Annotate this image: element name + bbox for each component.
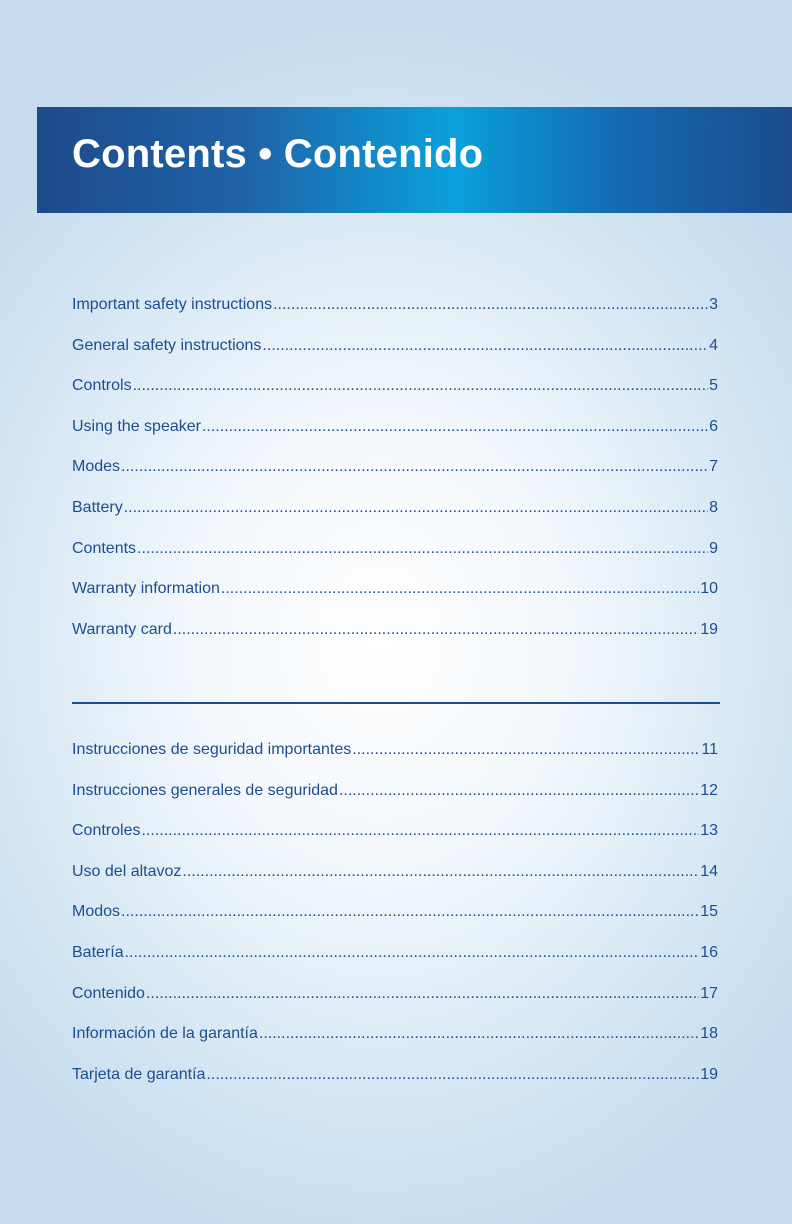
toc-entry-title: Modes: [72, 458, 121, 476]
toc-entry[interactable]: [72, 621, 718, 662]
toc-entry[interactable]: [72, 580, 718, 621]
toc-entry-page: 7: [709, 458, 718, 476]
toc-entry-title: Contenido: [72, 984, 145, 1002]
toc-entry-title: Using the speaker: [72, 417, 201, 435]
toc-entry-title: Información de la garantía: [72, 1025, 258, 1043]
toc-entry-page: 12: [700, 781, 718, 799]
toc-leader-dots: [221, 580, 699, 598]
toc-entry-page: 15: [700, 903, 718, 921]
toc-spanish: [72, 741, 718, 1106]
toc-leader-dots: [121, 458, 708, 476]
toc-entry[interactable]: [72, 782, 718, 823]
toc-entry[interactable]: [72, 822, 718, 863]
toc-entry-title: Tarjeta de garantía: [72, 1065, 206, 1083]
toc-entry[interactable]: [72, 863, 718, 904]
toc-entry[interactable]: [72, 418, 718, 459]
page-title: Contents • Contenido: [72, 132, 484, 176]
toc-entry-page: 8: [709, 498, 718, 516]
toc-leader-dots: [124, 499, 708, 517]
toc-entry-page: 13: [700, 822, 718, 840]
toc-leader-dots: [339, 782, 699, 800]
toc-leader-dots: [146, 985, 699, 1003]
toc-leader-dots: [206, 1066, 699, 1084]
toc-entry-page: 6: [709, 417, 718, 435]
toc-leader-dots: [352, 741, 700, 759]
toc-entry-title: Contents: [72, 539, 137, 557]
toc-leader-dots: [121, 903, 699, 921]
toc-entry[interactable]: [72, 903, 718, 944]
section-divider: [72, 702, 720, 704]
toc-entry-title: Battery: [72, 498, 123, 516]
toc-entry-title: Important safety instructions: [72, 296, 273, 313]
toc-entry-page: 10: [700, 580, 718, 598]
toc-entry-page: 11: [701, 741, 718, 758]
toc-entry-page: 16: [700, 943, 718, 961]
toc-entry-page: 3: [709, 296, 718, 313]
toc-leader-dots: [259, 1025, 699, 1043]
toc-entry-page: 19: [700, 1065, 718, 1083]
toc-leader-dots: [141, 822, 699, 840]
toc-entry-page: 9: [709, 539, 718, 557]
toc-entry-title: Instrucciones generales de seguridad: [72, 781, 338, 799]
toc-entry[interactable]: [72, 337, 718, 378]
toc-entry[interactable]: [72, 296, 718, 337]
toc-leader-dots: [173, 621, 699, 639]
toc-entry-title: General safety instructions: [72, 336, 262, 354]
toc-leader-dots: [182, 863, 699, 881]
toc-entry[interactable]: [72, 458, 718, 499]
header-banner: [37, 107, 792, 213]
toc-entry[interactable]: [72, 499, 718, 540]
toc-entry[interactable]: [72, 377, 718, 418]
toc-entry-page: 17: [700, 984, 718, 1002]
toc-entry[interactable]: [72, 944, 718, 985]
toc-entry[interactable]: [72, 1025, 718, 1066]
toc-leader-dots: [273, 296, 708, 314]
toc-leader-dots: [262, 337, 708, 355]
toc-english: [72, 296, 718, 661]
toc-entry-page: 4: [709, 336, 718, 354]
toc-entry-page: 5: [709, 377, 718, 395]
toc-entry-title: Uso del altavoz: [72, 862, 182, 880]
toc-leader-dots: [202, 418, 708, 436]
toc-entry-title: Controles: [72, 822, 141, 840]
toc-entry[interactable]: [72, 540, 718, 581]
toc-entry-title: Instrucciones de seguridad importantes: [72, 741, 352, 758]
toc-entry-page: 19: [700, 620, 718, 638]
toc-leader-dots: [125, 944, 700, 962]
toc-leader-dots: [137, 540, 708, 558]
toc-leader-dots: [133, 377, 709, 395]
toc-entry-title: Warranty card: [72, 620, 172, 638]
toc-entry[interactable]: [72, 985, 718, 1026]
toc-entry-title: Warranty information: [72, 580, 220, 598]
toc-entry-title: Batería: [72, 943, 124, 961]
toc-entry-title: Modos: [72, 903, 121, 921]
toc-entry-page: 18: [700, 1025, 718, 1043]
toc-entry[interactable]: [72, 741, 718, 782]
toc-entry-title: Controls: [72, 377, 132, 395]
toc-entry[interactable]: [72, 1066, 718, 1107]
toc-entry-page: 14: [700, 862, 718, 880]
